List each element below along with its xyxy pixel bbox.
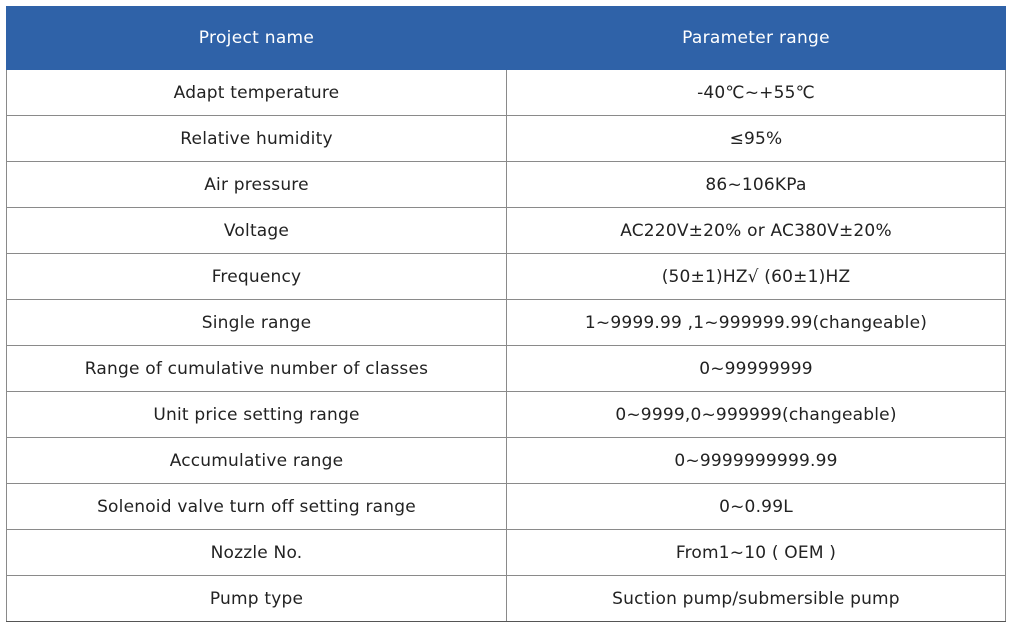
project-name-cell: Accumulative range — [7, 438, 507, 484]
parameter-range-cell: Suction pump/submersible pump — [507, 576, 1006, 622]
project-name-cell: Frequency — [7, 254, 507, 300]
table-header — [7, 7, 1006, 70]
column-header-parameter-range: Parameter range — [507, 7, 1006, 70]
parameter-range-cell: 1~9999.99 ,1~999999.99(changeable) — [507, 300, 1006, 346]
project-name-cell: Voltage — [7, 208, 507, 254]
column-header-project-name: Project name — [7, 7, 507, 70]
parameter-range-cell: From1~10 ( OEM ) — [507, 530, 1006, 576]
project-name-cell: Single range — [7, 300, 507, 346]
table-row — [7, 392, 1006, 438]
table-body — [7, 70, 1006, 622]
project-name-cell: Range of cumulative number of classes — [7, 346, 507, 392]
project-name-cell: Unit price setting range — [7, 392, 507, 438]
table-row — [7, 116, 1006, 162]
table-row — [7, 484, 1006, 530]
parameter-range-cell: 0~9999999999.99 — [507, 438, 1006, 484]
parameter-table — [6, 6, 1006, 622]
table-row — [7, 530, 1006, 576]
parameter-range-cell: 86~106KPa — [507, 162, 1006, 208]
parameter-range-cell: ≤95% — [507, 116, 1006, 162]
project-name-cell: Pump type — [7, 576, 507, 622]
table-row — [7, 254, 1006, 300]
header-row — [7, 7, 1006, 70]
parameter-range-cell: (50±1)HZ√ (60±1)HZ — [507, 254, 1006, 300]
project-name-cell: Solenoid valve turn off setting range — [7, 484, 507, 530]
table-row — [7, 576, 1006, 622]
parameter-range-cell: -40℃~+55℃ — [507, 70, 1006, 116]
table-row — [7, 346, 1006, 392]
parameter-range-cell: 0~99999999 — [507, 346, 1006, 392]
parameter-range-cell: 0~0.99L — [507, 484, 1006, 530]
project-name-cell: Nozzle No. — [7, 530, 507, 576]
table-row — [7, 208, 1006, 254]
table-row — [7, 70, 1006, 116]
table-row — [7, 438, 1006, 484]
project-name-cell: Relative humidity — [7, 116, 507, 162]
project-name-cell: Air pressure — [7, 162, 507, 208]
project-name-cell: Adapt temperature — [7, 70, 507, 116]
table-row — [7, 162, 1006, 208]
parameter-range-cell: AC220V±20% or AC380V±20% — [507, 208, 1006, 254]
table-row — [7, 300, 1006, 346]
parameter-range-cell: 0~9999,0~999999(changeable) — [507, 392, 1006, 438]
